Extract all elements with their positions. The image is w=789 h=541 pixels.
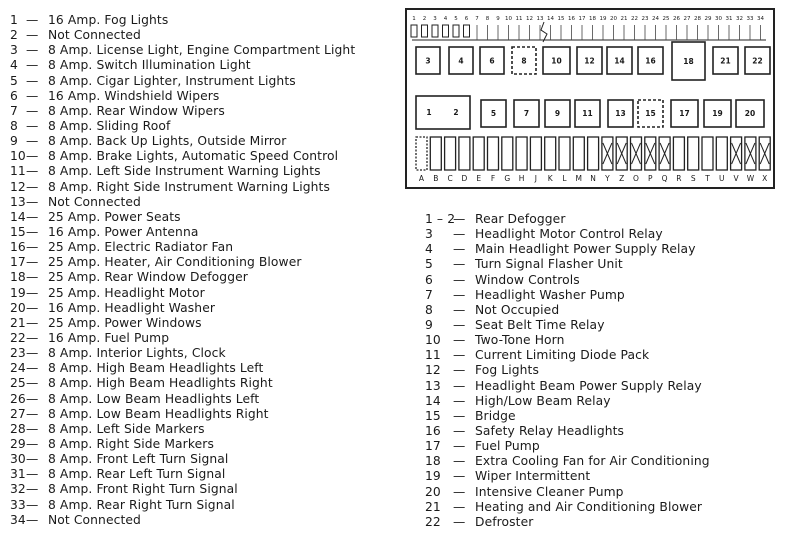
- fuse-legend-description: 8 Amp. Brake Lights, Automatic Speed Control: [48, 149, 339, 164]
- dash: —: [26, 58, 39, 73]
- fuse-legend-number: 9: [10, 134, 18, 149]
- connector-slot: [588, 137, 599, 170]
- fuse-legend-description: 8 Amp. Rear Window Wipers: [48, 103, 225, 118]
- dash: —: [26, 88, 39, 103]
- relay-label: 15: [645, 109, 656, 118]
- relay-legend-description: Seat Belt Time Relay: [475, 317, 605, 332]
- connector-slot: [459, 137, 470, 170]
- fuse-legend-number: 25: [10, 376, 26, 391]
- fuse-slot: [432, 25, 438, 37]
- connector-letter: G: [504, 174, 511, 183]
- fuse-legend-number: 28: [10, 421, 26, 436]
- relay-legend-number: 6: [425, 272, 433, 287]
- fuse-number-label: 8: [485, 16, 490, 22]
- connector-letter: P: [648, 174, 653, 183]
- dash: —: [26, 391, 39, 406]
- fuse-legend-number: 24: [10, 361, 26, 376]
- relay-legend-number: 11: [425, 348, 441, 363]
- fuse-legend-number: 1: [10, 13, 18, 27]
- fuse-legend-number: 32: [10, 482, 26, 497]
- fuse-legend-number: 12: [10, 179, 26, 194]
- fuse-legend-description: Not Connected: [48, 512, 141, 527]
- relay-legend-number: 12: [425, 363, 441, 378]
- dash: —: [26, 209, 39, 224]
- relay-legend-number: 7: [425, 287, 433, 302]
- fuse-number-label: 26: [673, 16, 680, 22]
- dash: —: [453, 317, 466, 332]
- fuse-legend-number: 8: [10, 118, 18, 133]
- fuse-legend-description: 8 Amp. Left Side Instrument Warning Lights: [48, 164, 321, 179]
- connector-slot: [688, 137, 699, 170]
- relay-label: 16: [645, 56, 656, 66]
- relay-legend-number: 1 – 2: [425, 212, 456, 226]
- relay-label: 6: [489, 56, 495, 66]
- relay-legend-description: Fog Lights: [475, 363, 539, 378]
- dash: —: [453, 454, 466, 469]
- relay-legend-number: 19: [425, 469, 441, 484]
- connector-letter: B: [433, 174, 439, 183]
- relay-legend-description: Turn Signal Flasher Unit: [475, 257, 623, 272]
- relay-legend-description: Headlight Motor Control Relay: [475, 227, 663, 242]
- fuse-number-label: 25: [662, 16, 670, 22]
- fuse-legend-description: 8 Amp. Right Side Instrument Warning Lights: [48, 179, 330, 194]
- relay-legend-number: 4: [425, 242, 433, 257]
- fuse-legend-number: 20: [10, 300, 26, 315]
- fuse-legend-number: 19: [10, 285, 26, 300]
- fuse-legend-description: 8 Amp. Right Side Markers: [48, 436, 214, 451]
- fuse-legend-number: 7: [10, 103, 18, 118]
- connector-letter: K: [547, 174, 553, 183]
- fuse-legend-description: 8 Amp. High Beam Headlights Right: [48, 376, 273, 391]
- relay-legend-description: Extra Cooling Fan for Air Conditioning: [475, 454, 710, 469]
- dash: —: [453, 514, 466, 529]
- fuse-number-label: 18: [589, 16, 596, 22]
- relay-legend-number: 17: [425, 439, 441, 454]
- relay-label: 13: [615, 109, 626, 118]
- relay-legend-description: Headlight Beam Power Supply Relay: [475, 378, 702, 393]
- connector-letter: M: [575, 174, 583, 183]
- connector-letter: Y: [605, 174, 610, 183]
- fuse-legend-number: 6: [10, 88, 18, 103]
- relay-legend-description: Current Limiting Diode Pack: [475, 348, 650, 363]
- fuse-legend-description: 8 Amp. Switch Illumination Light: [48, 58, 251, 73]
- fuse-legend-number: 17: [10, 255, 26, 270]
- dash: —: [453, 333, 466, 348]
- fuse-legend-number: 21: [10, 315, 26, 330]
- fuse-legend-description: 8 Amp. Left Side Markers: [48, 421, 205, 436]
- relay-legend-number: 10: [425, 333, 441, 348]
- relay-legend-number: 20: [425, 484, 441, 499]
- connector-slot: [673, 137, 684, 170]
- connector-letter: Z: [619, 174, 625, 183]
- fuse-slot: [453, 25, 459, 37]
- relay-legend-number: 9: [425, 317, 433, 332]
- relay-label: 20: [744, 109, 756, 118]
- relay-legend-description: Safety Relay Headlights: [475, 423, 625, 438]
- fuse-legend-description: 25 Amp. Electric Radiator Fan: [48, 240, 234, 255]
- fuse-legend-description: 8 Amp. Sliding Roof: [48, 118, 171, 133]
- relay-legend-description: Not Occupied: [475, 302, 560, 317]
- connector-slot: [530, 137, 541, 170]
- dash: —: [453, 272, 466, 287]
- fuse-number-label: 6: [464, 16, 469, 22]
- connector-letter: O: [633, 174, 639, 183]
- relay-legend-number: 15: [425, 408, 441, 423]
- relay-legend-number: 13: [425, 378, 441, 393]
- connector-letter: H: [518, 174, 525, 183]
- connector-letter: Q: [661, 174, 668, 183]
- relay-legend-description: Heating and Air Conditioning Blower: [475, 499, 703, 514]
- dash: —: [26, 43, 39, 58]
- fuse-legend-description: 16 Amp. Fog Lights: [48, 13, 169, 27]
- dash: —: [26, 28, 39, 43]
- dash: —: [453, 212, 466, 226]
- connector-letter: S: [690, 174, 696, 183]
- fuse-slot: [443, 25, 449, 37]
- relay-label: 7: [523, 109, 530, 118]
- fuse-legend-number: 26: [10, 391, 26, 406]
- dash: —: [453, 499, 466, 514]
- connector-slot: [488, 137, 499, 170]
- relay-legend-description: Window Controls: [475, 272, 580, 287]
- dash: —: [453, 469, 466, 484]
- fuse-number-label: 10: [505, 16, 512, 22]
- fuse-number-label: 7: [475, 16, 479, 22]
- dash: —: [26, 361, 39, 376]
- fuse-legend-number: 29: [10, 436, 26, 451]
- fuse-number-label: 16: [568, 16, 575, 22]
- fuse-number-label: 2: [422, 16, 427, 22]
- fuse-legend-description: 8 Amp. Cigar Lighter, Instrument Lights: [48, 73, 296, 88]
- dash: —: [453, 302, 466, 317]
- connector-letter: L: [562, 174, 567, 183]
- connector-slot: [573, 137, 584, 170]
- relay-legend-description: Fuel Pump: [475, 439, 540, 454]
- fuse-legend-description: 8 Amp. High Beam Headlights Left: [48, 361, 264, 376]
- fuse-number-label: 17: [578, 16, 586, 22]
- relay-legend-description: High/Low Beam Relay: [475, 393, 611, 408]
- relay-label: 5: [490, 109, 497, 118]
- relay-label: 3: [425, 56, 431, 66]
- dash: —: [453, 363, 466, 378]
- connector-letter: X: [762, 174, 768, 183]
- fuse-legend-description: 8 Amp. Low Beam Headlights Right: [48, 406, 269, 421]
- fuse-legend-description: 8 Amp. License Light, Engine Compartment Light: [48, 43, 356, 58]
- connector-slot: [702, 137, 713, 170]
- dash: —: [453, 378, 466, 393]
- relay-legend-description: Two-Tone Horn: [475, 333, 565, 348]
- fuse-slot: [411, 25, 417, 37]
- fuse-number-label: 1: [412, 16, 416, 22]
- dash: —: [26, 406, 39, 421]
- fuse-number-label: 3: [433, 16, 437, 22]
- fuse-legend-number: 22: [10, 330, 26, 345]
- relay-legend-description: Intensive Cleaner Pump: [475, 484, 624, 499]
- fuse-legend-description: 25 Amp. Headlight Motor: [48, 285, 205, 300]
- fuse-legend-number: 31: [10, 467, 26, 482]
- connector-slot: [502, 137, 513, 170]
- fuse-number-label: 13: [536, 16, 544, 22]
- connector-letter: J: [534, 174, 538, 183]
- relay-legend-number: 21: [425, 499, 441, 514]
- relay-label: 2: [453, 108, 459, 117]
- fuse-number-label: 9: [496, 16, 500, 22]
- fuse-number-label: 21: [620, 16, 628, 22]
- dash: —: [26, 436, 39, 451]
- connector-letter: N: [590, 174, 596, 183]
- fuse-legend-number: 33: [10, 497, 26, 512]
- fuse-number-label: 15: [557, 16, 565, 22]
- fuse-legend-number: 5: [10, 73, 18, 88]
- dash: —: [26, 134, 39, 149]
- connector-slot: [545, 137, 556, 170]
- connector-slot: [416, 137, 427, 170]
- connector-letter: D: [461, 174, 468, 183]
- relay-label: 18: [683, 57, 694, 66]
- fuse-number-label: 5: [454, 16, 458, 22]
- connector-letter: E: [476, 174, 482, 183]
- connector-slot: [430, 137, 441, 170]
- dash: —: [26, 270, 39, 285]
- dash: —: [453, 242, 466, 257]
- relay-label: 9: [554, 109, 561, 118]
- connector-letter: V: [733, 174, 739, 183]
- dash: —: [453, 439, 466, 454]
- fuse-number-label: 23: [641, 16, 649, 22]
- dash: —: [453, 423, 466, 438]
- relay-legend-description: Wiper Intermittent: [475, 469, 591, 484]
- fuse-slot: [464, 25, 470, 37]
- relay-label: 17: [679, 109, 690, 118]
- dash: —: [26, 376, 39, 391]
- relay-label: 14: [614, 56, 625, 66]
- dash: —: [26, 179, 39, 194]
- dash: —: [26, 194, 39, 209]
- relay-label: 11: [582, 109, 593, 118]
- fuse-legend-description: 25 Amp. Power Windows: [48, 315, 202, 330]
- dash: —: [26, 512, 39, 527]
- fuse-number-label: 27: [683, 16, 691, 22]
- relay-label: 19: [712, 109, 723, 118]
- fuse-legend-description: 8 Amp. Low Beam Headlights Left: [48, 391, 260, 406]
- relay-legend-description: Rear Defogger: [475, 212, 566, 226]
- dash: —: [453, 484, 466, 499]
- relay-legend-description: Defroster: [475, 514, 534, 529]
- relay-label: 22: [752, 56, 763, 66]
- fuse-number-label: 20: [610, 16, 617, 22]
- dash: —: [26, 482, 39, 497]
- fuse-legend-number: 4: [10, 58, 18, 73]
- fuse-legend-number: 15: [10, 224, 26, 239]
- dash: —: [453, 287, 466, 302]
- connector-letter: T: [705, 174, 710, 183]
- fuse-number-label: 29: [704, 16, 712, 22]
- fuse-number-label: 34: [757, 16, 764, 22]
- fuse-number-label: 19: [599, 16, 607, 22]
- dash: —: [26, 330, 39, 345]
- connector-slot: [516, 137, 527, 170]
- relay-slot-1-2: [416, 96, 470, 129]
- fuse-legend-description: 8 Amp. Rear Right Turn Signal: [48, 497, 235, 512]
- fuse-number-label: 22: [631, 16, 638, 22]
- relay-label: 8: [521, 56, 527, 66]
- relay-legend-number: 8: [425, 302, 433, 317]
- fuse-legend-number: 16: [10, 240, 26, 255]
- fuse-legend-description: 8 Amp. Front Right Turn Signal: [48, 482, 238, 497]
- relay-legend-number: 14: [425, 393, 441, 408]
- fuse-legend-number: 23: [10, 346, 26, 361]
- dash: —: [26, 240, 39, 255]
- relay-legend-description: Headlight Washer Pump: [475, 287, 625, 302]
- fuse-number-label: 30: [715, 16, 722, 22]
- dash: —: [453, 257, 466, 272]
- relay-legend-description: Main Headlight Power Supply Relay: [475, 242, 696, 257]
- dash: —: [26, 421, 39, 436]
- dash: —: [26, 285, 39, 300]
- relay-legend-number: 22: [425, 514, 441, 529]
- dash: —: [453, 408, 466, 423]
- dash: —: [453, 348, 466, 363]
- dash: —: [26, 300, 39, 315]
- fuse-legend-description: 25 Amp. Heater, Air Conditioning Blower: [48, 255, 302, 270]
- dash: —: [453, 227, 466, 242]
- relay-label: 1: [426, 108, 432, 117]
- connector-letter: A: [418, 174, 425, 183]
- dash: —: [26, 255, 39, 270]
- connector-letter: U: [719, 174, 725, 183]
- relay-label: 10: [551, 56, 562, 66]
- fuse-legend-number: 3: [10, 43, 18, 58]
- connector-letter: W: [746, 174, 755, 183]
- connector-slot: [473, 137, 484, 170]
- fuse-legend-description: 8 Amp. Back Up Lights, Outside Mirror: [48, 134, 287, 149]
- dash: —: [26, 13, 39, 27]
- connector-slot: [445, 137, 456, 170]
- fuse-number-label: 14: [547, 16, 554, 22]
- dash: —: [26, 497, 39, 512]
- connector-slot: [716, 137, 727, 170]
- fuse-legend-description: 8 Amp. Front Left Turn Signal: [48, 452, 229, 467]
- dash: —: [26, 73, 39, 88]
- fuse-legend-description: 8 Amp. Interior Lights, Clock: [48, 346, 226, 361]
- fuse-legend-number: 10: [10, 149, 26, 164]
- fuse-legend-number: 27: [10, 406, 26, 421]
- connector-letter: C: [447, 174, 453, 183]
- fuse-legend-number: 11: [10, 164, 26, 179]
- relay-legend-number: 16: [425, 423, 441, 438]
- dash: —: [26, 315, 39, 330]
- fuse-legend-description: Not Connected: [48, 194, 141, 209]
- fuse-legend-description: 8 Amp. Rear Left Turn Signal: [48, 467, 226, 482]
- fuse-number-label: 4: [443, 16, 448, 22]
- fuse-legend-description: 16 Amp. Power Antenna: [48, 224, 199, 239]
- fuse-legend-number: 13: [10, 194, 26, 209]
- connector-slot: [559, 137, 570, 170]
- fuse-legend-description: 16 Amp. Headlight Washer: [48, 300, 216, 315]
- dash: —: [26, 452, 39, 467]
- fuse-legend-description: Not Connected: [48, 28, 141, 43]
- relay-legend-description: Bridge: [475, 408, 516, 423]
- dash: —: [26, 164, 39, 179]
- relay-legend-number: 3: [425, 227, 433, 242]
- dash: —: [26, 224, 39, 239]
- relay-legend-number: 18: [425, 454, 441, 469]
- fuse-number-label: 24: [652, 16, 659, 22]
- dash: —: [26, 118, 39, 133]
- dash: —: [26, 346, 39, 361]
- dash: —: [26, 149, 39, 164]
- relay-label: 4: [458, 56, 464, 66]
- fuse-number-label: 28: [694, 16, 701, 22]
- relay-label: 21: [720, 56, 731, 66]
- fuse-slot: [422, 25, 428, 37]
- fuse-number-label: 31: [725, 16, 733, 22]
- fuse-legend-number: 14: [10, 209, 26, 224]
- fuse-legend-description: 25 Amp. Rear Window Defogger: [48, 270, 248, 285]
- fuse-legend-description: 25 Amp. Power Seats: [48, 209, 181, 224]
- fuse-legend-number: 2: [10, 28, 18, 43]
- fuse-number-label: 33: [746, 16, 754, 22]
- dash: —: [453, 393, 466, 408]
- fuse-number-label: 11: [515, 16, 523, 22]
- connector-letter: R: [676, 174, 682, 183]
- dash: —: [26, 467, 39, 482]
- fuse-number-label: 12: [526, 16, 533, 22]
- connector-letter: F: [490, 174, 496, 183]
- fuse-legend-number: 34: [10, 512, 26, 527]
- relay-label: 12: [584, 56, 595, 66]
- fuse-legend-number: 30: [10, 452, 26, 467]
- relay-legend-number: 5: [425, 257, 433, 272]
- fuse-number-label: 32: [736, 16, 743, 22]
- fuse-legend-description: 16 Amp. Windshield Wipers: [48, 88, 220, 103]
- fuse-legend-description: 16 Amp. Fuel Pump: [48, 330, 170, 345]
- dash: —: [26, 103, 39, 118]
- fuse-legend-number: 18: [10, 270, 26, 285]
